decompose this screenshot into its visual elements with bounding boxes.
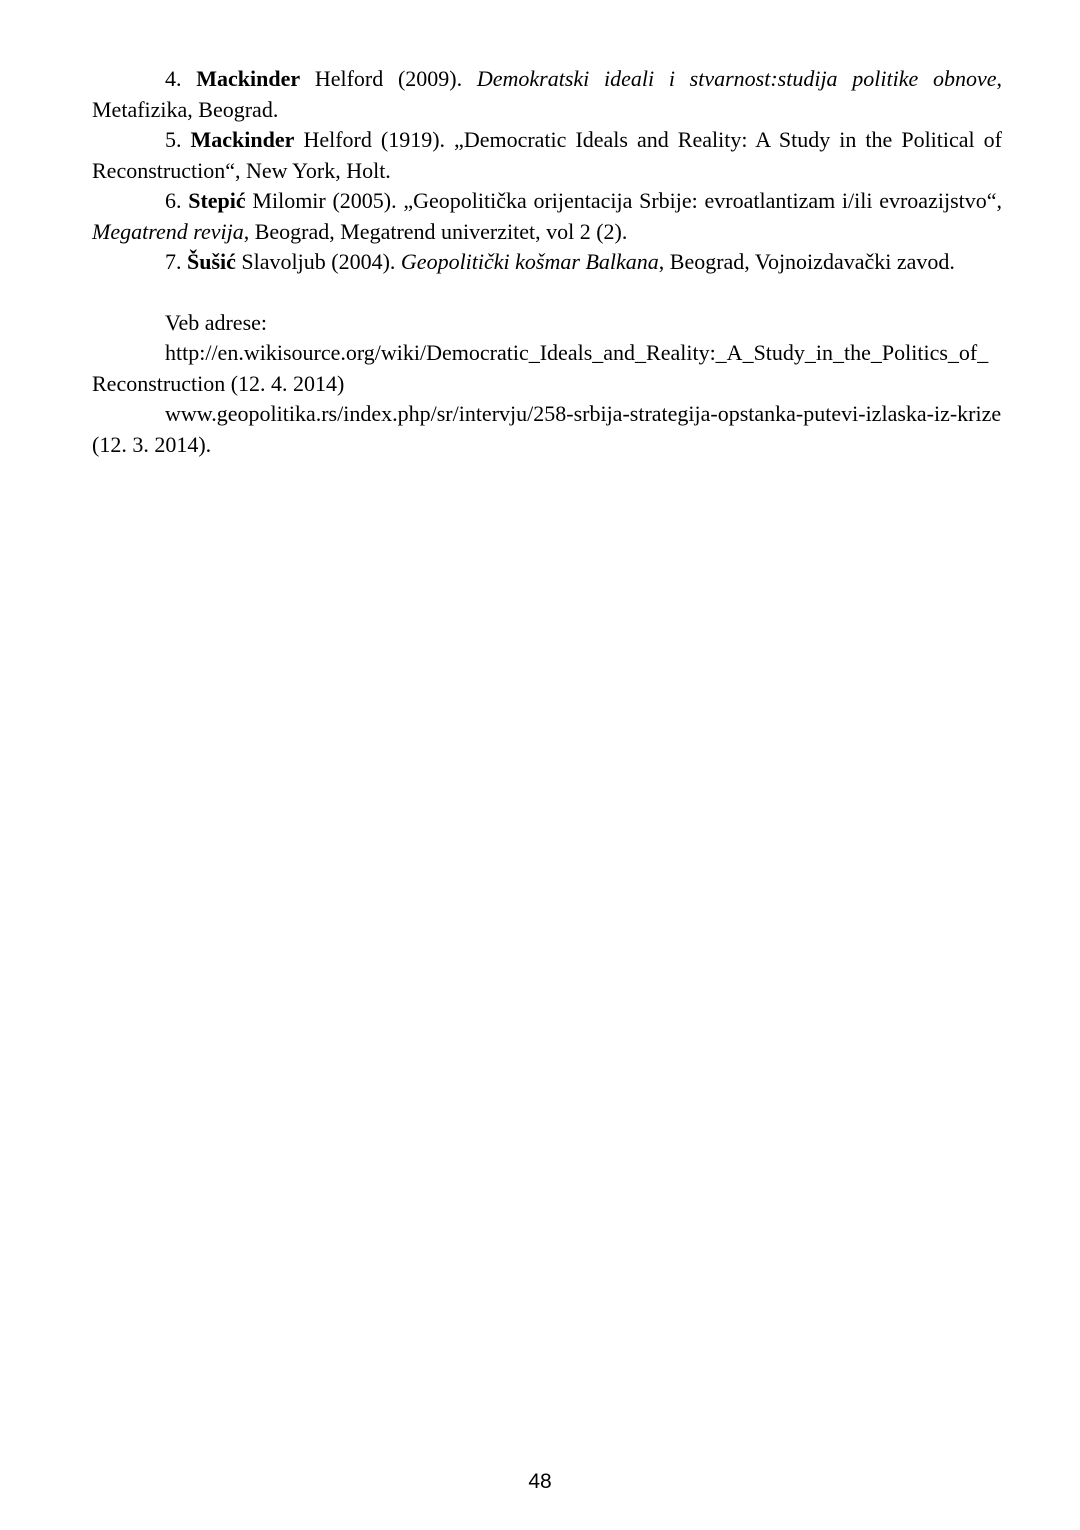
reference-item-6 [92,186,1002,247]
reference-text: Helford (2009). [300,66,477,91]
reference-text: , Beograd, Megatrend univerzitet, vol 2 (2). [243,218,628,244]
reference-item-7 [92,247,1002,278]
reference-number: 5. [165,127,182,152]
reference-title: Demokratski ideali i stvarnost:studija politike obnove [476,66,997,91]
page-number: 48 [528,1470,552,1493]
reference-author: Stepić [188,188,246,213]
web-address-link[interactable]: http://en.wikisource.org/wiki/Democratic_Ideals_and_Reality:_A_Study_in_the_Politics_of_Reconstruction (12. 4. 2014) [92,340,989,396]
reference-text: , Metafizika, Beograd. [92,66,1002,122]
reference-number: 6. [165,188,182,213]
reference-author: Šušić [187,249,236,274]
web-address-link[interactable]: www.geopolitika.rs/index.php/sr/intervju/258-srbija-strategija-opstanka-putevi-izlaska-iz-krize (12. 3. 2014). [92,401,1002,457]
page-content [92,64,1002,460]
reference-item-4 [92,64,1002,125]
reference-author: Mackinder [196,66,301,91]
reference-text: Helford (1919). „Democratic Ideals and Reality: A Study in the Political of Reconstruction“, New York, Holt. [92,127,1003,183]
reference-title: Geopolitički košmar Balkana [400,249,659,274]
reference-number: 4. [165,66,182,91]
reference-title: Megatrend revija [92,218,244,244]
reference-text: , Beograd, Vojnoizdavački zavod. [658,249,955,274]
web-addresses-heading: Veb adrese: [165,309,268,335]
reference-text: Slavoljub (2004). [235,249,401,274]
reference-author: Mackinder [190,127,295,152]
section-spacer [92,278,1002,308]
reference-number: 7. [165,249,182,274]
reference-item-5 [92,125,1002,186]
reference-text: Milomir (2005). „Geopolitička orijentacija Srbije: evroatlantizam i/ili evroazijstvo“, [245,188,1003,213]
